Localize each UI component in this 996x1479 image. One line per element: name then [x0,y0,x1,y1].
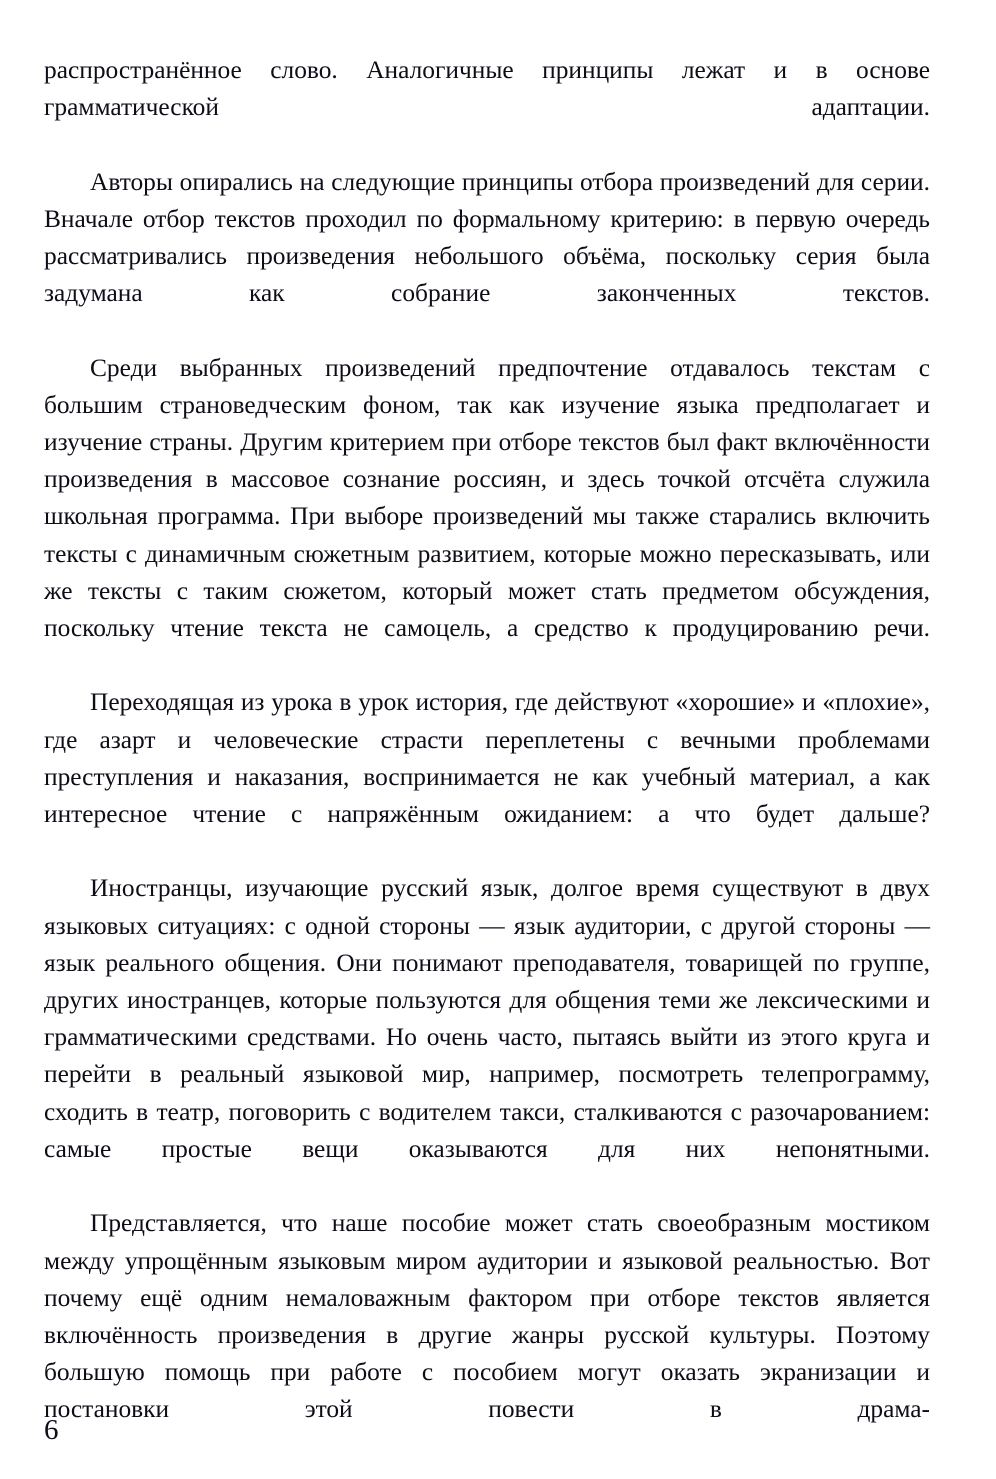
body-text-column [44,52,930,1466]
paragraph: Переходящая из урока в урок история, где действуют «хорошие» и «плохие», где азарт и человеческие страсти переплетены с вечными проблемами преступления и наказания, воспринимается не как учебный материал, а как интересное чтение с напряжённым ожиданием: а что будет дальше? [44,688,930,829]
paragraph: распространённое слово. Аналогичные принципы лежат и в основе грамматической адаптации. [44,56,930,122]
page-number: 6 [44,1414,59,1446]
paragraph: Представляется, что наше пособие может стать своеобразным мостиком между упрощённым языковым миром аудитории и языковой реальностью. Вот почему ещё одним немаловажным фактором при отборе текстов является включённость произведения в другие жанры русской культуры. Поэтому большую помощь при работе с пособием могут оказать экранизации и постановки этой повести в драма- [44,1209,930,1424]
paragraph: Авторы опирались на следующие принципы отбора произведений для серии. Вначале отбор текстов проходил по формальному критерию: в первую очередь рассматривались произведения небольшого объёма, поскольку серия была задумана как собрание законченных текстов. [44,167,930,308]
paragraph: Среди выбранных произведений предпочтение отдавалось текстам с большим страноведческим фоном, так как изучение языка предполагает и изучение страны. Другим критерием при отборе текстов был факт включённости произведения в массовое сознание россиян, и здесь точкой отсчёта служила школьная программа. При выборе произведений мы также старались включить тексты с динамичным сюжетным развитием, которые можно пересказывать, или же тексты с таким сюжетом, который может стать предметом обсуждения, поскольку чтение текста не самоцель, а средство к продуцированию речи. [44,353,930,643]
paragraph: Иностранцы, изучающие русский язык, долгое время существуют в двух языковых ситуациях: с одной стороны — язык аудитории, с другой стороны — язык реального общения. Они понимают преподавателя, товарищей по группе, других иностранцев, которые пользуются для общения теми же лексическими и грамматическими средствами. Но очень часто, пытаясь выйти из этого круга и перейти в реальный языковой мир, например, посмотреть телепрограмму, сходить в театр, поговорить с водителем такси, сталкиваются с разочарованием: самые простые вещи оказываются для них непонятными. [44,874,930,1163]
